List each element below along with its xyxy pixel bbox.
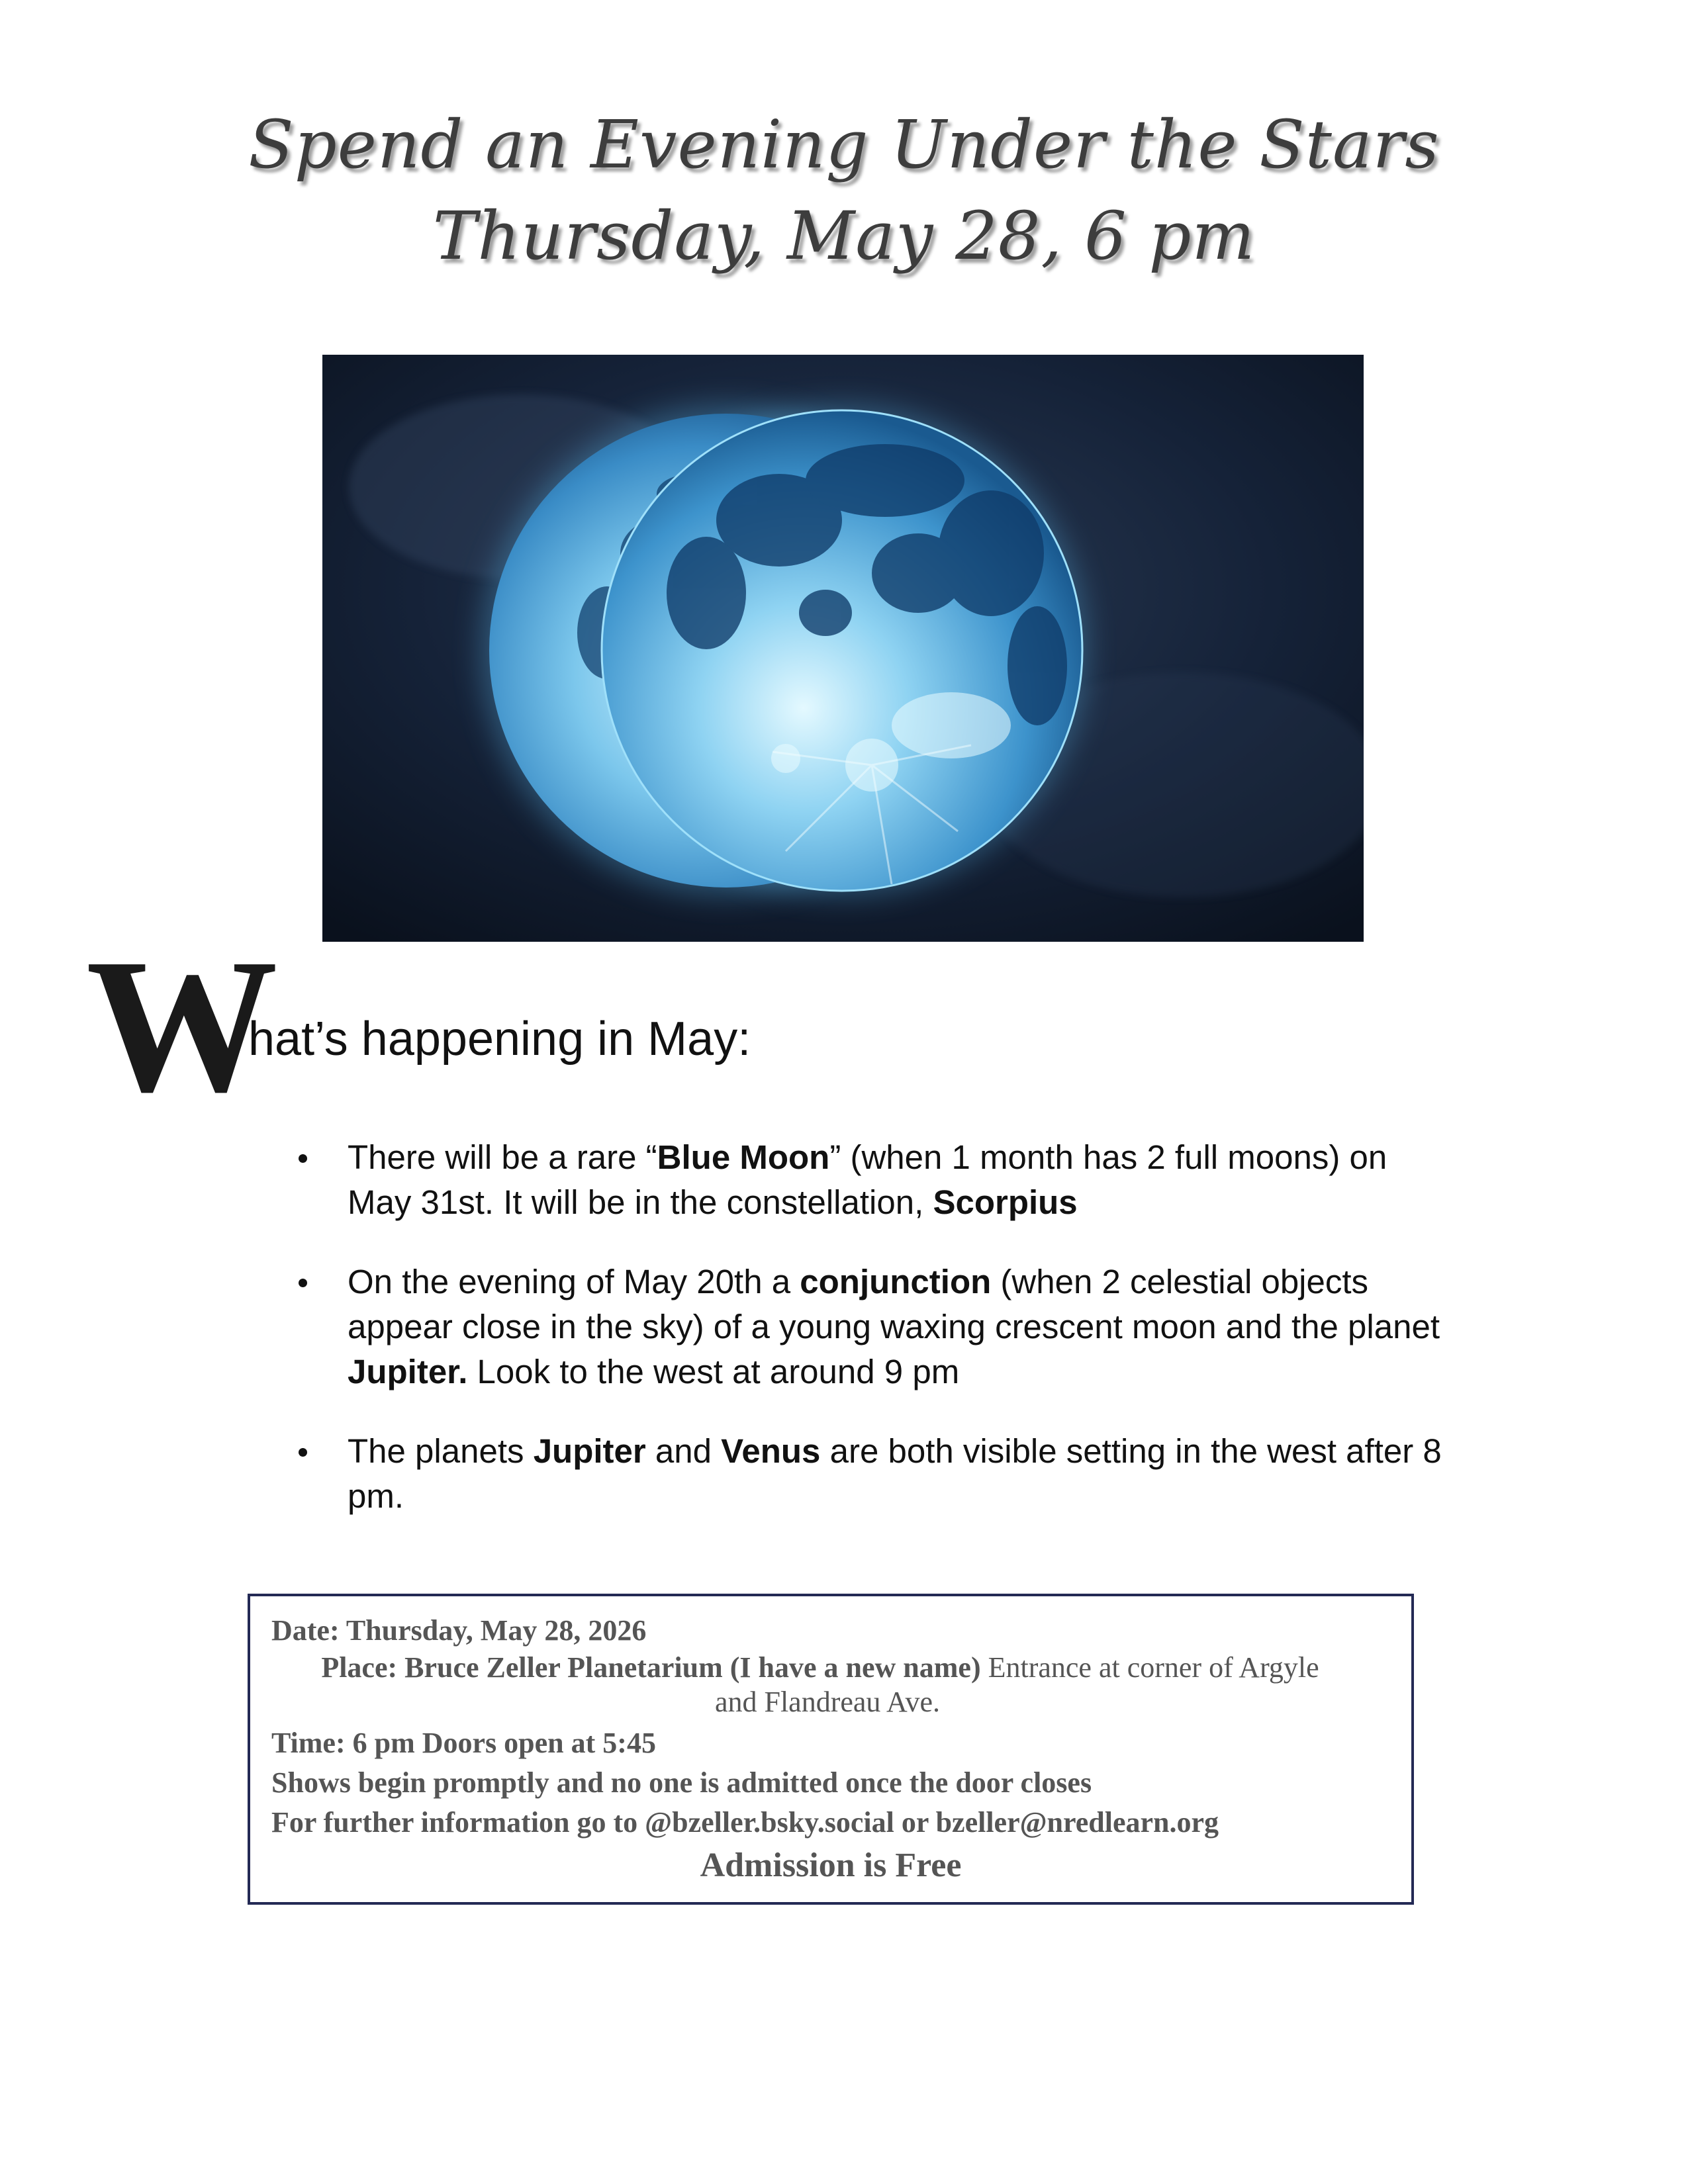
bold-term: Blue Moon — [657, 1138, 830, 1176]
flyer-title — [0, 99, 1688, 282]
contact-info: For further information go to @bzeller.bsky.social or bzeller@nredlearn.org — [271, 1806, 1219, 1839]
bold-term: Venus — [721, 1432, 821, 1470]
bullet-text: The planets — [348, 1432, 534, 1470]
bullet-text: On the evening of May 20th a — [348, 1263, 800, 1300]
bold-term: conjunction — [800, 1263, 992, 1300]
bullet-planets — [291, 1429, 1456, 1519]
bold-term: Jupiter. — [348, 1353, 468, 1390]
bullet-text: are both visible setting in the west after 8 pm. — [348, 1432, 1442, 1515]
show-policy: Shows begin promptly and no one is admitted once the door closes — [271, 1766, 1092, 1799]
drop-cap-letter: W — [86, 919, 278, 1132]
bullet-blue-moon — [291, 1135, 1456, 1225]
event-place — [250, 1651, 1411, 1685]
title-line-1: Spend an Evening Under the Stars — [248, 106, 1440, 183]
section-heading: hat’s happening in May: — [248, 1013, 751, 1066]
blue-moon-photo — [322, 355, 1364, 942]
bullet-text: Look to the west at around 9 pm — [467, 1353, 960, 1390]
place-entrance: Entrance at corner of Argyle — [980, 1651, 1319, 1684]
bullet-text: ” (when 1 month has 2 full moons) on May 31st. It will be in the constellation, — [348, 1138, 1387, 1221]
bold-term: Jupiter — [533, 1432, 646, 1470]
event-time: Time: 6 pm Doors open at 5:45 — [271, 1727, 656, 1759]
event-date: Date: Thursday, May 28, 2026 — [271, 1614, 647, 1647]
bold-term: Scorpius — [933, 1183, 1078, 1221]
bullet-text: There will be a rare “ — [348, 1138, 657, 1176]
event-info-box — [248, 1594, 1414, 1905]
bullet-text: and — [645, 1432, 722, 1470]
event-bullet-list — [291, 1135, 1456, 1553]
title-line-2: Thursday, May 28, 6 pm — [432, 197, 1256, 275]
admission-note: Admission is Free — [700, 1846, 962, 1884]
bullet-text: (when 2 celestial objects appear close in the sky) of a young waxing crescent moon and the planet — [348, 1263, 1440, 1345]
place-entrance-line2: and Flandreau Ave. — [714, 1686, 941, 1718]
place-name: Place: Bruce Zeller Planetarium (I have a new name) — [321, 1651, 981, 1684]
bullet-conjunction — [291, 1259, 1456, 1394]
